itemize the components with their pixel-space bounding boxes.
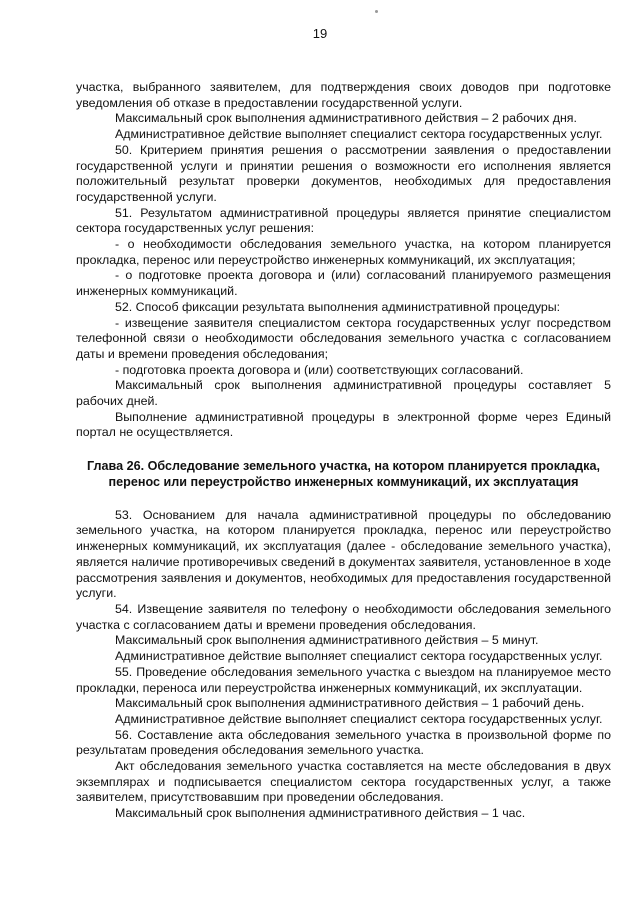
- list-item-phone-notice: - извещение заявителя специалистом сектора государственных услуг посредством телефонной связи о необходимости обследования земельного участка с согласованием даты и времени проведения обследования;: [76, 315, 611, 361]
- paragraph-50: 50. Критерием принятия решения о рассмотрении заявления о предоставлении государственной услуги и принятии решения о возможности его исполнения является положительный результат проверки документов, необходимых для предоставления государственной услуги.: [76, 142, 611, 204]
- paragraph-deadline-1-day: Максимальный срок выполнения административного действия – 1 рабочий день.: [115, 696, 585, 711]
- paragraph-55: 55. Проведение обследования земельного участка с выездом на планируемое место прокладки, переноса или переустройства инженерных коммуникаций, их эксплуатации.: [76, 664, 611, 695]
- paragraph-52: 52. Способ фиксации результата выполнения административной процедуры:: [115, 299, 561, 314]
- page-number: 19: [312, 26, 328, 41]
- scan-speck: [375, 10, 378, 13]
- paragraph-act-signing: Акт обследования земельного участка составляется на месте обследования в двух экземплярах и подписывается специалистом сектора государственных услуг, а также заявителем, присутствовавшим при проведении обследования.: [76, 759, 611, 805]
- paragraph-51: 51. Результатом административной процедуры является принятие специалистом сектора государственных услуг решения:: [76, 205, 611, 236]
- chapter-26-heading: Глава 26. Обследование земельного участка, на котором планируется прокладка, перенос или переустройство инженерных коммуникаций, их эксплуатация: [87, 459, 600, 489]
- paragraph-electronic-form: Выполнение административной процедуры в электронной форме через Единый портал не осуществляется.: [76, 409, 611, 440]
- paragraph-deadline-5-days: Максимальный срок выполнения административной процедуры составляет 5 рабочих дней.: [76, 378, 611, 409]
- paragraph-performer-2: Административное действие выполняет специалист сектора государственных услуг.: [115, 649, 603, 664]
- paragraph-continuation: участка, выбранного заявителем, для подтверждения своих доводов при подготовке уведомления об отказе в предоставлении государственной услуги.: [76, 80, 611, 110]
- list-item-draft-contract: - о подготовке проекта договора и (или) согласований планируемого размещения инженерных коммуникаций.: [76, 268, 611, 299]
- paragraph-performer-3: Административное действие выполняет специалист сектора государственных услуг.: [115, 711, 603, 726]
- paragraph-deadline-5-minutes: Максимальный срок выполнения административного действия – 5 минут.: [115, 633, 539, 648]
- document-body: [76, 80, 611, 822]
- list-item-survey-need: - о необходимости обследования земельного участка, на котором планируется прокладка, перенос или переустройство инженерных коммуникаций, их эксплуатация;: [76, 237, 611, 267]
- paragraph-53: 53. Основанием для начала административной процедуры по обследованию земельного участка, на котором планируется прокладка, перенос или переустройство инженерных коммуникаций, их эксплуатация (далее - обследование земельного участка), является наличие противоречивых сведений в документах заявителя, установленное в ходе рассмотрения заявления и документов, необходимых для предоставления государственной услуги.: [76, 507, 611, 601]
- paragraph-deadline-2-days: Максимальный срок выполнения административного действия – 2 рабочих дня.: [115, 111, 577, 126]
- list-item-draft-preparation: - подготовка проекта договора и (или) соответствующих согласований.: [115, 362, 524, 377]
- paragraph-deadline-1-hour: Максимальный срок выполнения административного действия – 1 час.: [115, 806, 526, 821]
- paragraph-56: 56. Составление акта обследования земельного участка в произвольной форме по результатам проведения обследования земельного участка.: [76, 727, 611, 758]
- paragraph-54: 54. Извещение заявителя по телефону о необходимости обследования земельного участка с согласованием даты и времени проведения обследования.: [76, 601, 611, 632]
- paragraph-performer: Административное действие выполняет специалист сектора государственных услуг.: [115, 127, 603, 142]
